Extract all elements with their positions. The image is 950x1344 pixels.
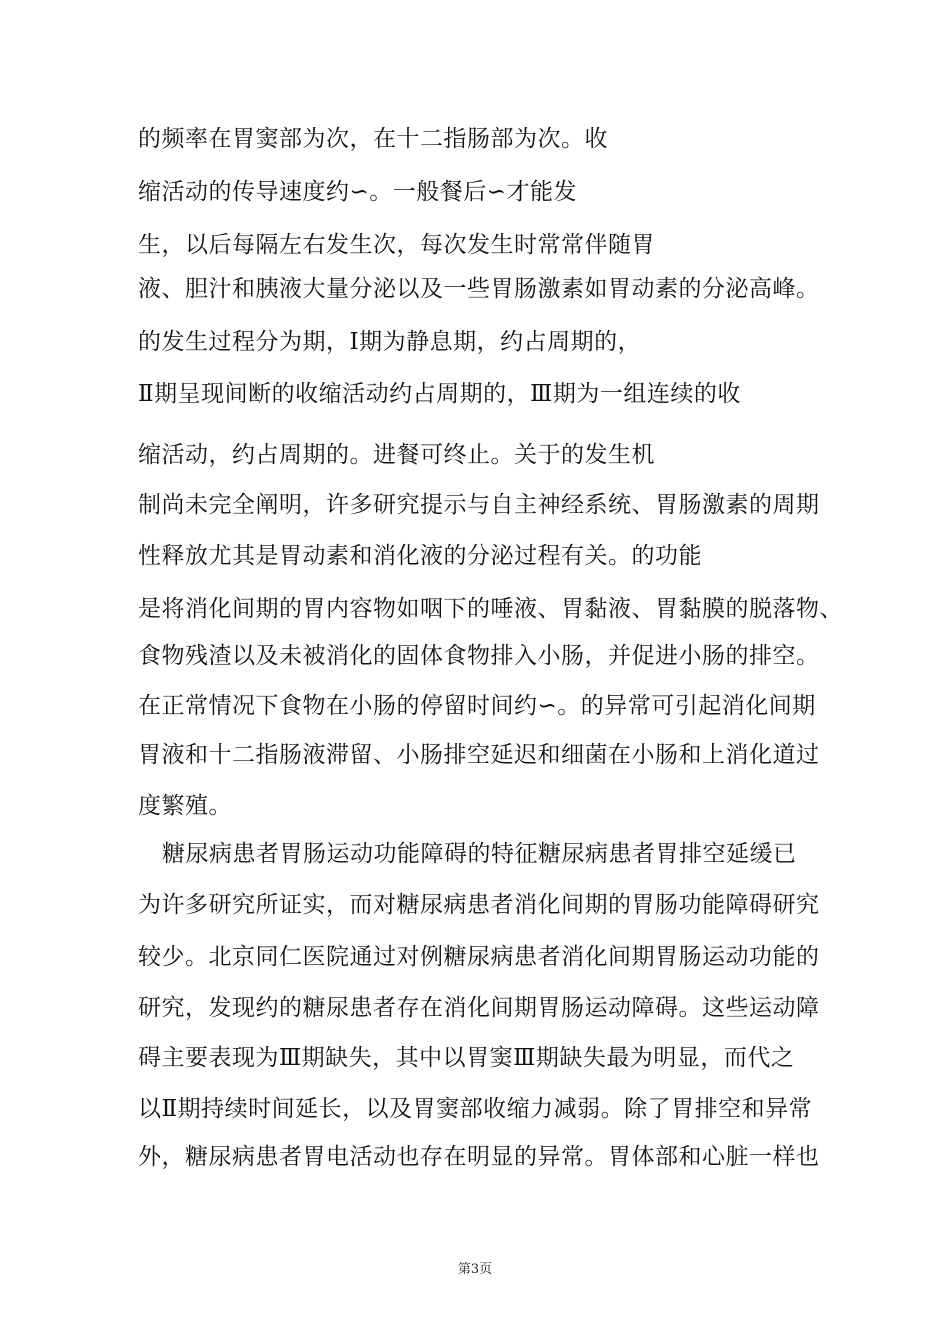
body-text-line: 性释放尤其是胃动素和消化液的分泌过程有关。的功能 [138,543,702,569]
body-text-line: 生，以后每隔左右发生次，每次发生时常常伴随胃 [138,232,655,258]
body-text-line: 外，糖尿病患者胃电活动也存在明显的异常。胃体部和心脏一样也 [138,1144,820,1170]
body-text-line: 较少。北京同仁医院通过对例糖尿病患者消化间期胃肠运动功能的 [138,944,820,970]
page-number: 第3页 [457,1262,493,1277]
body-text-line: 是将消化间期的胃内容物如咽下的唾液、胃黏液、胃黏膜的脱落物、 [138,596,843,622]
body-text-line: 胃液和十二指肠液滞留、小肠排空延迟和细菌在小肠和上消化道过 [138,742,820,768]
body-text-line: 在正常情况下食物在小肠的停留时间约∽。的异常可引起消化间期 [138,693,816,719]
body-text-line: 制尚未完全阐明，许多研究提示与自主神经系统、胃肠激素的周期 [138,492,820,518]
body-text-line: Ⅱ期呈现间断的收缩活动约占周期的，Ⅲ期为一组连续的收 [138,381,741,407]
body-text-line: 液、胆汁和胰液大量分泌以及一些胃肠激素如胃动素的分泌高峰。 [138,276,820,302]
paragraph-first-line: 糖尿病患者胃肠运动功能障碍的特征糖尿病患者胃排空延缓已 [162,841,797,867]
body-text-line: 的发生过程分为期，Ⅰ期为静息期，约占周期的， [138,329,642,355]
body-text-line: 食物残渣以及未被消化的固体食物排入小肠，并促进小肠的排空。 [138,643,820,669]
body-text-line: 度繁殖。 [138,793,232,819]
body-text-line: 缩活动，约占周期的。进餐可终止。关于的发生机 [138,442,655,468]
body-text-line: 为许多研究所证实，而对糖尿病患者消化间期的胃肠功能障碍研究 [138,892,820,918]
body-text-line: 碍主要表现为Ⅲ期缺失，其中以胃窦Ⅲ期缺失最为明显，而代之 [138,1045,795,1071]
body-text-line: 缩活动的传导速度约∽。一般餐后∽才能发 [138,179,578,205]
body-text-line: 以Ⅱ期持续时间延长，以及胃窦部收缩力减弱。除了胃排空和异常 [138,1096,813,1122]
body-text-line: 研究，发现约的糖尿患者存在消化间期胃肠运动障碍。这些运动障 [138,995,820,1021]
body-text-line: 的频率在胃窦部为次，在十二指肠部为次。收 [138,126,608,152]
